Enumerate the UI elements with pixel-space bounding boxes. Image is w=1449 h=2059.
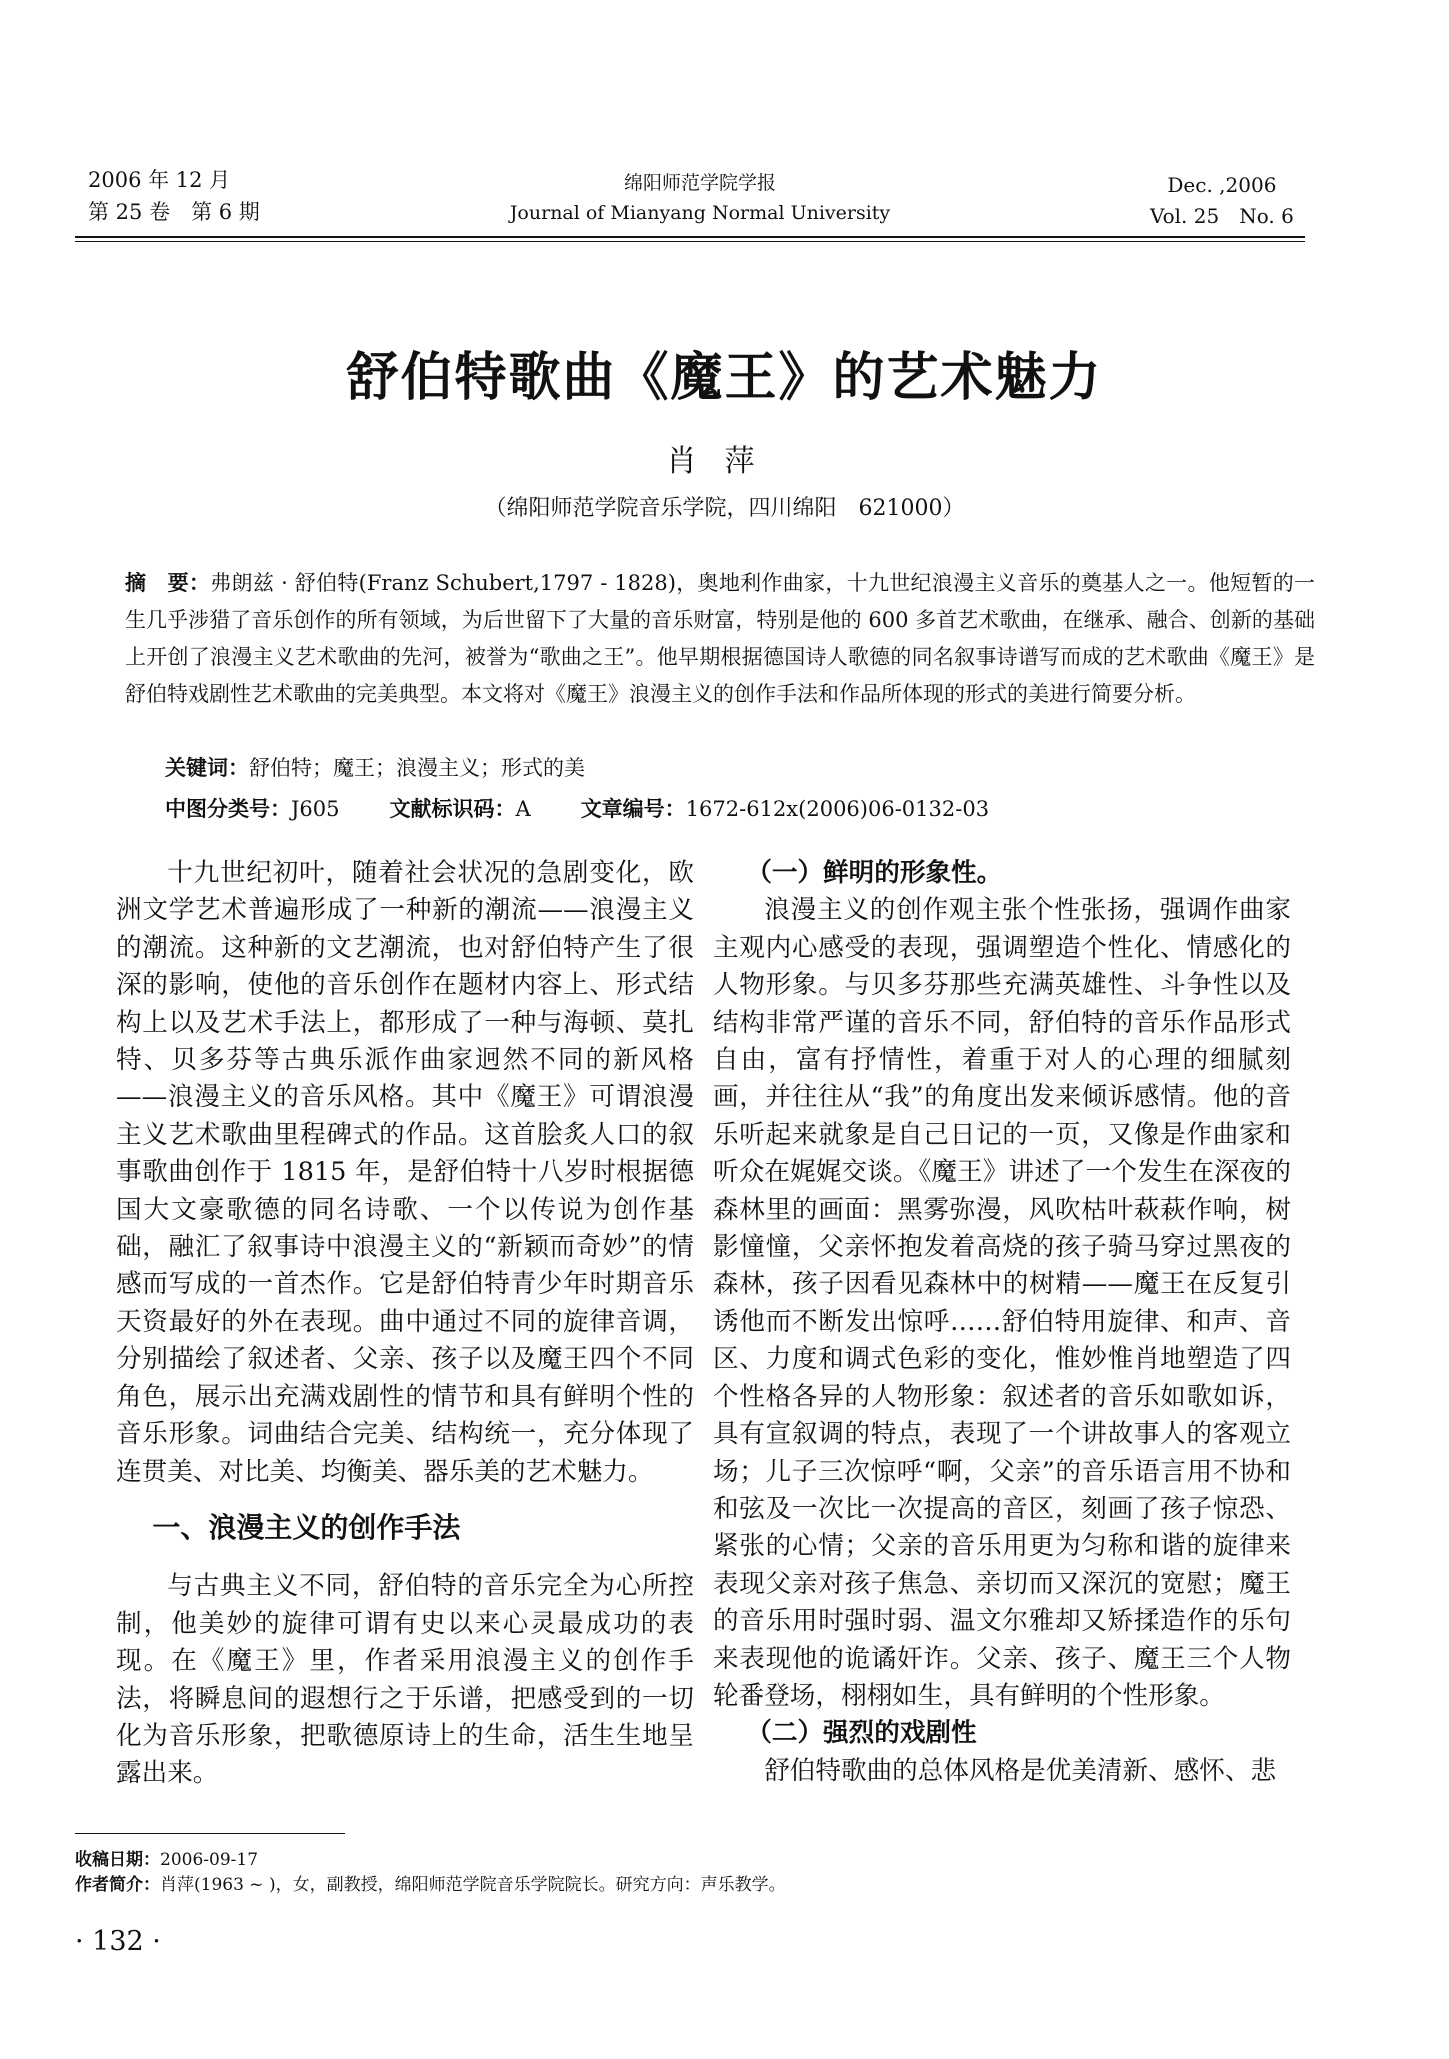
section-1-heading: 一、浪漫主义的创作手法 [152,1510,461,1544]
header-rule-thin [75,241,1305,242]
journal-date-volume [88,164,260,228]
author-bio-label: 作者简介： [75,1875,160,1895]
article-author: 肖萍 [666,444,783,479]
doc-code-value: A [515,797,531,821]
subsection-2-heading: （二）强烈的戏剧性 [746,1718,977,1749]
journal-date-volume-english [1150,170,1294,232]
clc-value: J605 [291,797,340,821]
article-id-value: 1672-612x(2006)06-0132-03 [685,797,990,821]
journal-name [490,168,910,228]
subsection-2-paragraph: 舒伯特歌曲的总体风格是优美清新、感怀、悲 [764,1755,1277,1786]
volume-issue: 第 25 卷 第 6 期 [88,200,260,224]
body-column-right [713,855,1291,1790]
received-date [75,1845,258,1870]
journal-name-chinese: 绵阳师范学院学报 [623,172,776,194]
page-number: · 132 · [75,1926,161,1957]
article-title: 舒伯特歌曲《魔王》的艺术魅力 [346,348,1103,408]
doc-code-label: 文献标识码： [389,797,516,821]
keywords-text: 舒伯特；魔王；浪漫主义；形式的美 [249,756,585,780]
classification-info [165,793,989,823]
keywords-label: 关键词： [165,756,249,780]
body-column-left [116,855,694,1793]
abstract-label: 摘 要： [125,571,211,595]
subsection-1-paragraph: 浪漫主义的创作观主张个性张扬，强调作曲家主观内心感受的表现，强调塑造个性化、情感化的人物形象。与贝多芬那些充满英雄性、斗争性以及结构非常严谨的音乐不同，舒伯特的音乐作品形式自由，富有抒情性，着重于对人的心理的细腻刻画，并往往从“我”的角度出发来倾诉感情。他的音乐听起来就象是自己日记的一页，又像是作曲家和听众在娓娓交谈。《魔王》讲述了一个发生在深夜的森林里的画面：黑雾弥漫，风吹枯叶萩萩作响，树影憧憧，父亲怀抱发着高烧的孩子骑马穿过黑夜的森林，孩子因看见森林中的树精——魔王在反复引诱他而不断发出惊呼……舒伯特用旋律、和声、音区、力度和调式色彩的变化，惟妙惟肖地塑造了四个性格各异的人物形象：叙述者的音乐如歌如诉，具有宣叙调的特点，表现了一个讲故事人的客观立场；儿子三次惊呼“啊，父亲”的音乐语言用不协和和弦及一次比一次提高的音区，刻画了孩子惊恐、紧张的心情；父亲的音乐用更为匀称和谐的旋律来表现父亲对孩子焦急、亲切而又深沉的宽慰；魔王的音乐用时强时弱、温文尔雅却又矫揉造作的乐句来表现他的诡谲奸诈。父亲、孩子、魔王三个人物轮番登场，栩栩如生，具有鲜明的个性形象。 [713,895,1291,1711]
journal-name-english: Journal of Mianyang Normal University [509,202,891,224]
received-label: 收稿日期： [75,1850,160,1870]
issue-date: 2006 年 12 月 [88,168,231,192]
keywords [165,752,585,782]
author-affiliation: （绵阳师范学院音乐学院，四川绵阳 621000） [484,496,965,521]
abstract-text: 弗朗兹 · 舒伯特(Franz Schubert,1797 - 1828)，奥地利作曲家，十九世纪浪漫主义音乐的奠基人之一。他短暂的一生几乎涉猎了音乐创作的所有领域，为后世留下了大量的音乐财富，特别是他的 600 多首艺术歌曲，在继承、融合、创新的基础上开创了浪漫主义艺术歌曲的先河，被誉为“歌曲之王”。他早期根据德国诗人歌德的同名叙事诗谱写而成的艺术歌曲《魔王》是舒伯特戏剧性艺术歌曲的完美典型。本文将对《魔王》浪漫主义的创作手法和作品所体现的形式的美进行简要分析。 [125,571,1316,706]
article-id-label: 文章编号： [580,797,686,821]
abstract [125,565,1315,713]
volume-issue-english: Vol. 25 No. 6 [1150,204,1294,228]
section-1-paragraph: 与古典主义不同，舒伯特的音乐完全为心所控制，他美妙的旋律可谓有史以来心灵最成功的表现。在《魔王》里，作者采用浪漫主义的创作手法，将瞬息间的遐想行之于乐谱，把感受到的一切化为音乐形象，把歌德原诗上的生命，活生生地呈露出来。 [116,1571,694,1789]
author-bio-value: 肖萍(1963 ~ )，女，副教授，绵阳师范学院音乐学院院长。研究方向：声乐教学。 [160,1875,786,1895]
author-bio [75,1870,786,1895]
issue-date-english: Dec. ,2006 [1167,173,1277,197]
header-rule [75,236,1305,238]
subsection-1-heading: （一）鲜明的形象性。 [746,858,1003,888]
received-value: 2006-09-17 [160,1850,259,1870]
clc-label: 中图分类号： [165,797,291,821]
intro-paragraph: 十九世纪初叶，随着社会状况的急剧变化，欧洲文学艺术普遍形成了一种新的潮流——浪漫主义的潮流。这种新的文艺潮流，也对舒伯特产生了很深的影响，使他的音乐创作在题材内容上、形式结构上以及艺术手法上，都形成了一种与海顿、莫扎特、贝多芬等古典乐派作曲家迥然不同的新风格——浪漫主义的音乐风格。其中《魔王》可谓浪漫主义艺术歌曲里程碑式的作品。这首脍炙人口的叙事歌曲创作于 1815 年，是舒伯特十八岁时根据德国大文豪歌德的同名诗歌、一个以传说为创作基础，融汇了叙事诗中浪漫主义的“新颖而奇妙”的情感而写成的一首杰作。它是舒伯特青少年时期音乐天资最好的外在表现。曲中通过不同的旋律音调，分别描绘了叙述者、父亲、孩子以及魔王四个不同角色，展示出充满戏剧性的情节和具有鲜明个性的音乐形象。词曲结合完美、结构统一，充分体现了连贯美、对比美、均衡美、器乐美的艺术魅力。 [116,858,694,1487]
footnote-rule [75,1833,345,1834]
